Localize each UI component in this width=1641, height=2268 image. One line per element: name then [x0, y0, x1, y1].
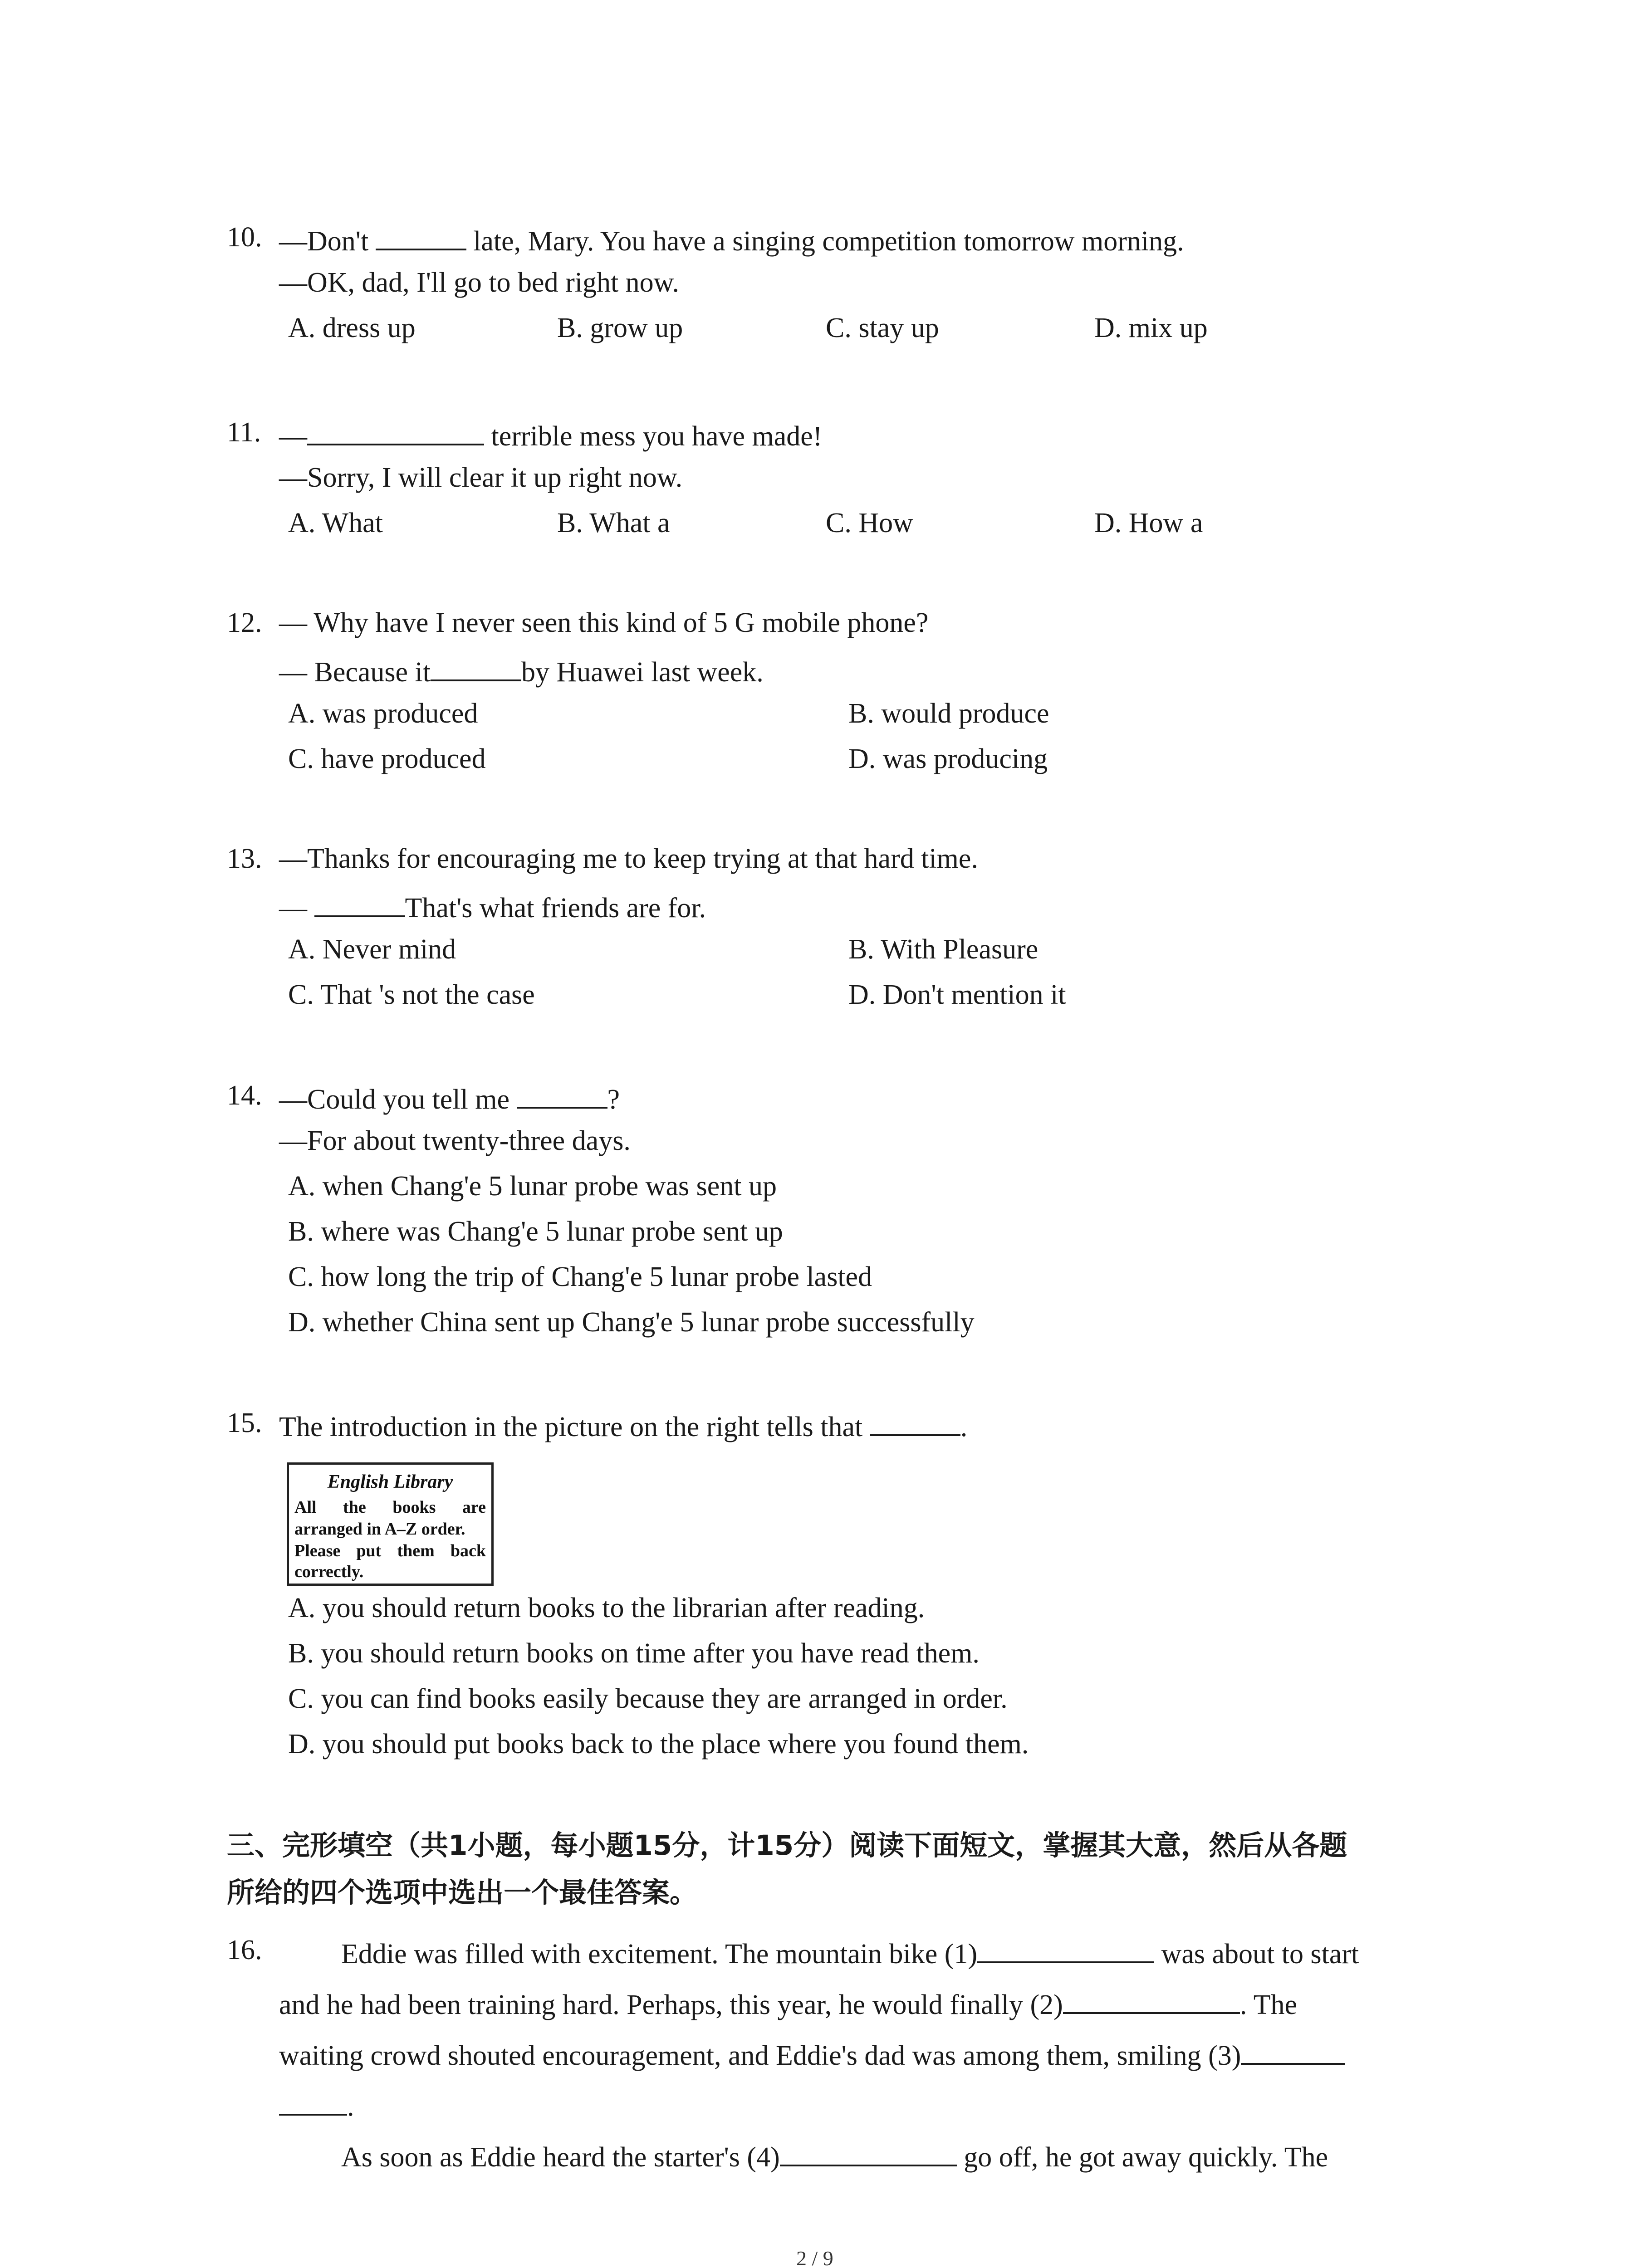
q10-blank — [376, 223, 466, 250]
q13-option-a[interactable]: A. Never mind — [288, 934, 456, 965]
q11-option-a[interactable]: A. What — [288, 508, 383, 538]
q15-stem: The introduction in the picture on the right tells that . — [279, 1409, 967, 1441]
q12-option-c[interactable]: C. have produced — [288, 743, 486, 774]
q10-reply: —OK, dad, I'll go to bed right now. — [279, 267, 679, 298]
q14-option-b[interactable]: B. where was Chang'e 5 lunar probe sent up — [288, 1216, 783, 1247]
q16-line-2: and he had been training hard. Perhaps, this year, he would finally (2) . The — [279, 1987, 1297, 2019]
q10-stem: —Don't late, Mary. You have a singing competition tomorrow morning. — [279, 223, 1184, 255]
q16-blank-2 — [1063, 1987, 1240, 2014]
q12-option-a[interactable]: A. was produced — [288, 698, 478, 729]
q10-number: 10. — [227, 222, 262, 253]
q16-blank-1 — [977, 1936, 1154, 1963]
q15-option-b[interactable]: B. you should return books on time after you have read them. — [288, 1638, 980, 1669]
q16-blank-3b — [279, 2088, 347, 2116]
section-3-heading-line-1: 三、完形填空（共1小题，每小题15分，计15分）阅读下面短文，掌握其大意，然后从各题 — [227, 1829, 1347, 1862]
q10-option-b[interactable]: B. grow up — [557, 313, 683, 343]
page-number: 2 / 9 — [796, 2247, 833, 2268]
q16-line-5: As soon as Eddie heard the starter's (4) go off, he got away quickly. The — [341, 2139, 1328, 2171]
notice-line-2: arranged in A–Z order. — [294, 1520, 465, 1539]
q15-number: 15. — [227, 1408, 262, 1438]
q15-option-a[interactable]: A. you should return books to the librarian after reading. — [288, 1593, 925, 1623]
q14-option-a[interactable]: A. when Chang'e 5 lunar probe was sent up — [288, 1171, 777, 1202]
q11-number: 11. — [227, 417, 261, 448]
q14-option-d[interactable]: D. whether China sent up Chang'e 5 lunar probe successfully — [288, 1307, 975, 1338]
q10-option-a[interactable]: A. dress up — [288, 313, 416, 343]
q12-blank — [431, 654, 521, 681]
q11-stem: — terrible mess you have made! — [279, 418, 822, 450]
q12-option-b[interactable]: B. would produce — [848, 698, 1049, 729]
q11-option-d[interactable]: D. How a — [1094, 508, 1203, 538]
section-3-heading-line-2: 所给的四个选项中选出一个最佳答案。 — [227, 1877, 698, 1909]
q11-option-c[interactable]: C. How — [826, 508, 913, 538]
q13-option-b[interactable]: B. With Pleasure — [848, 934, 1038, 965]
q12-reply: — Because it by Huawei last week. — [279, 654, 764, 686]
q16-number: 16. — [227, 1935, 262, 1965]
q15-option-c[interactable]: C. you can find books easily because they are arranged in order. — [288, 1683, 1008, 1714]
q11-option-b[interactable]: B. What a — [557, 508, 670, 538]
q13-reply: — That's what friends are for. — [279, 890, 706, 922]
q16-blank-3a — [1241, 2038, 1345, 2065]
q16-line-3: waiting crowd shouted encouragement, and Eddie's dad was among them, smiling (3) — [279, 2038, 1345, 2070]
notice-line-1: All the books are — [294, 1498, 486, 1517]
q14-number: 14. — [227, 1080, 262, 1111]
q13-blank — [314, 890, 405, 917]
q13-option-d[interactable]: D. Don't mention it — [848, 979, 1066, 1010]
q13-option-c[interactable]: C. That 's not the case — [288, 979, 535, 1010]
q12-option-d[interactable]: D. was producing — [848, 743, 1048, 774]
notice-title: English Library — [327, 1471, 453, 1492]
q12-stem: — Why have I never seen this kind of 5 G mobile phone? — [279, 607, 929, 638]
q11-reply: —Sorry, I will clear it up right now. — [279, 462, 683, 493]
q14-stem: —Could you tell me ? — [279, 1081, 620, 1114]
notice-line-3: Please put them back — [294, 1541, 486, 1560]
q16-line-1: Eddie was filled with excitement. The mountain bike (1) was about to start — [341, 1936, 1359, 1968]
q13-number: 13. — [227, 843, 262, 874]
q14-blank — [517, 1081, 607, 1109]
q11-blank — [307, 418, 484, 445]
q14-option-c[interactable]: C. how long the trip of Chang'e 5 lunar probe lasted — [288, 1261, 872, 1292]
q16-line-4: . — [279, 2088, 354, 2121]
q16-blank-4 — [780, 2139, 957, 2166]
q15-option-d[interactable]: D. you should put books back to the place where you found them. — [288, 1729, 1029, 1760]
q10-option-c[interactable]: C. stay up — [826, 313, 939, 343]
q13-stem: —Thanks for encouraging me to keep trying at that hard time. — [279, 843, 978, 874]
q14-reply: —For about twenty-three days. — [279, 1125, 631, 1156]
notice-line-4: correctly. — [294, 1562, 364, 1581]
q12-number: 12. — [227, 607, 262, 638]
library-notice-image — [287, 1462, 494, 1586]
q10-option-d[interactable]: D. mix up — [1094, 313, 1208, 343]
q15-blank — [870, 1409, 960, 1436]
